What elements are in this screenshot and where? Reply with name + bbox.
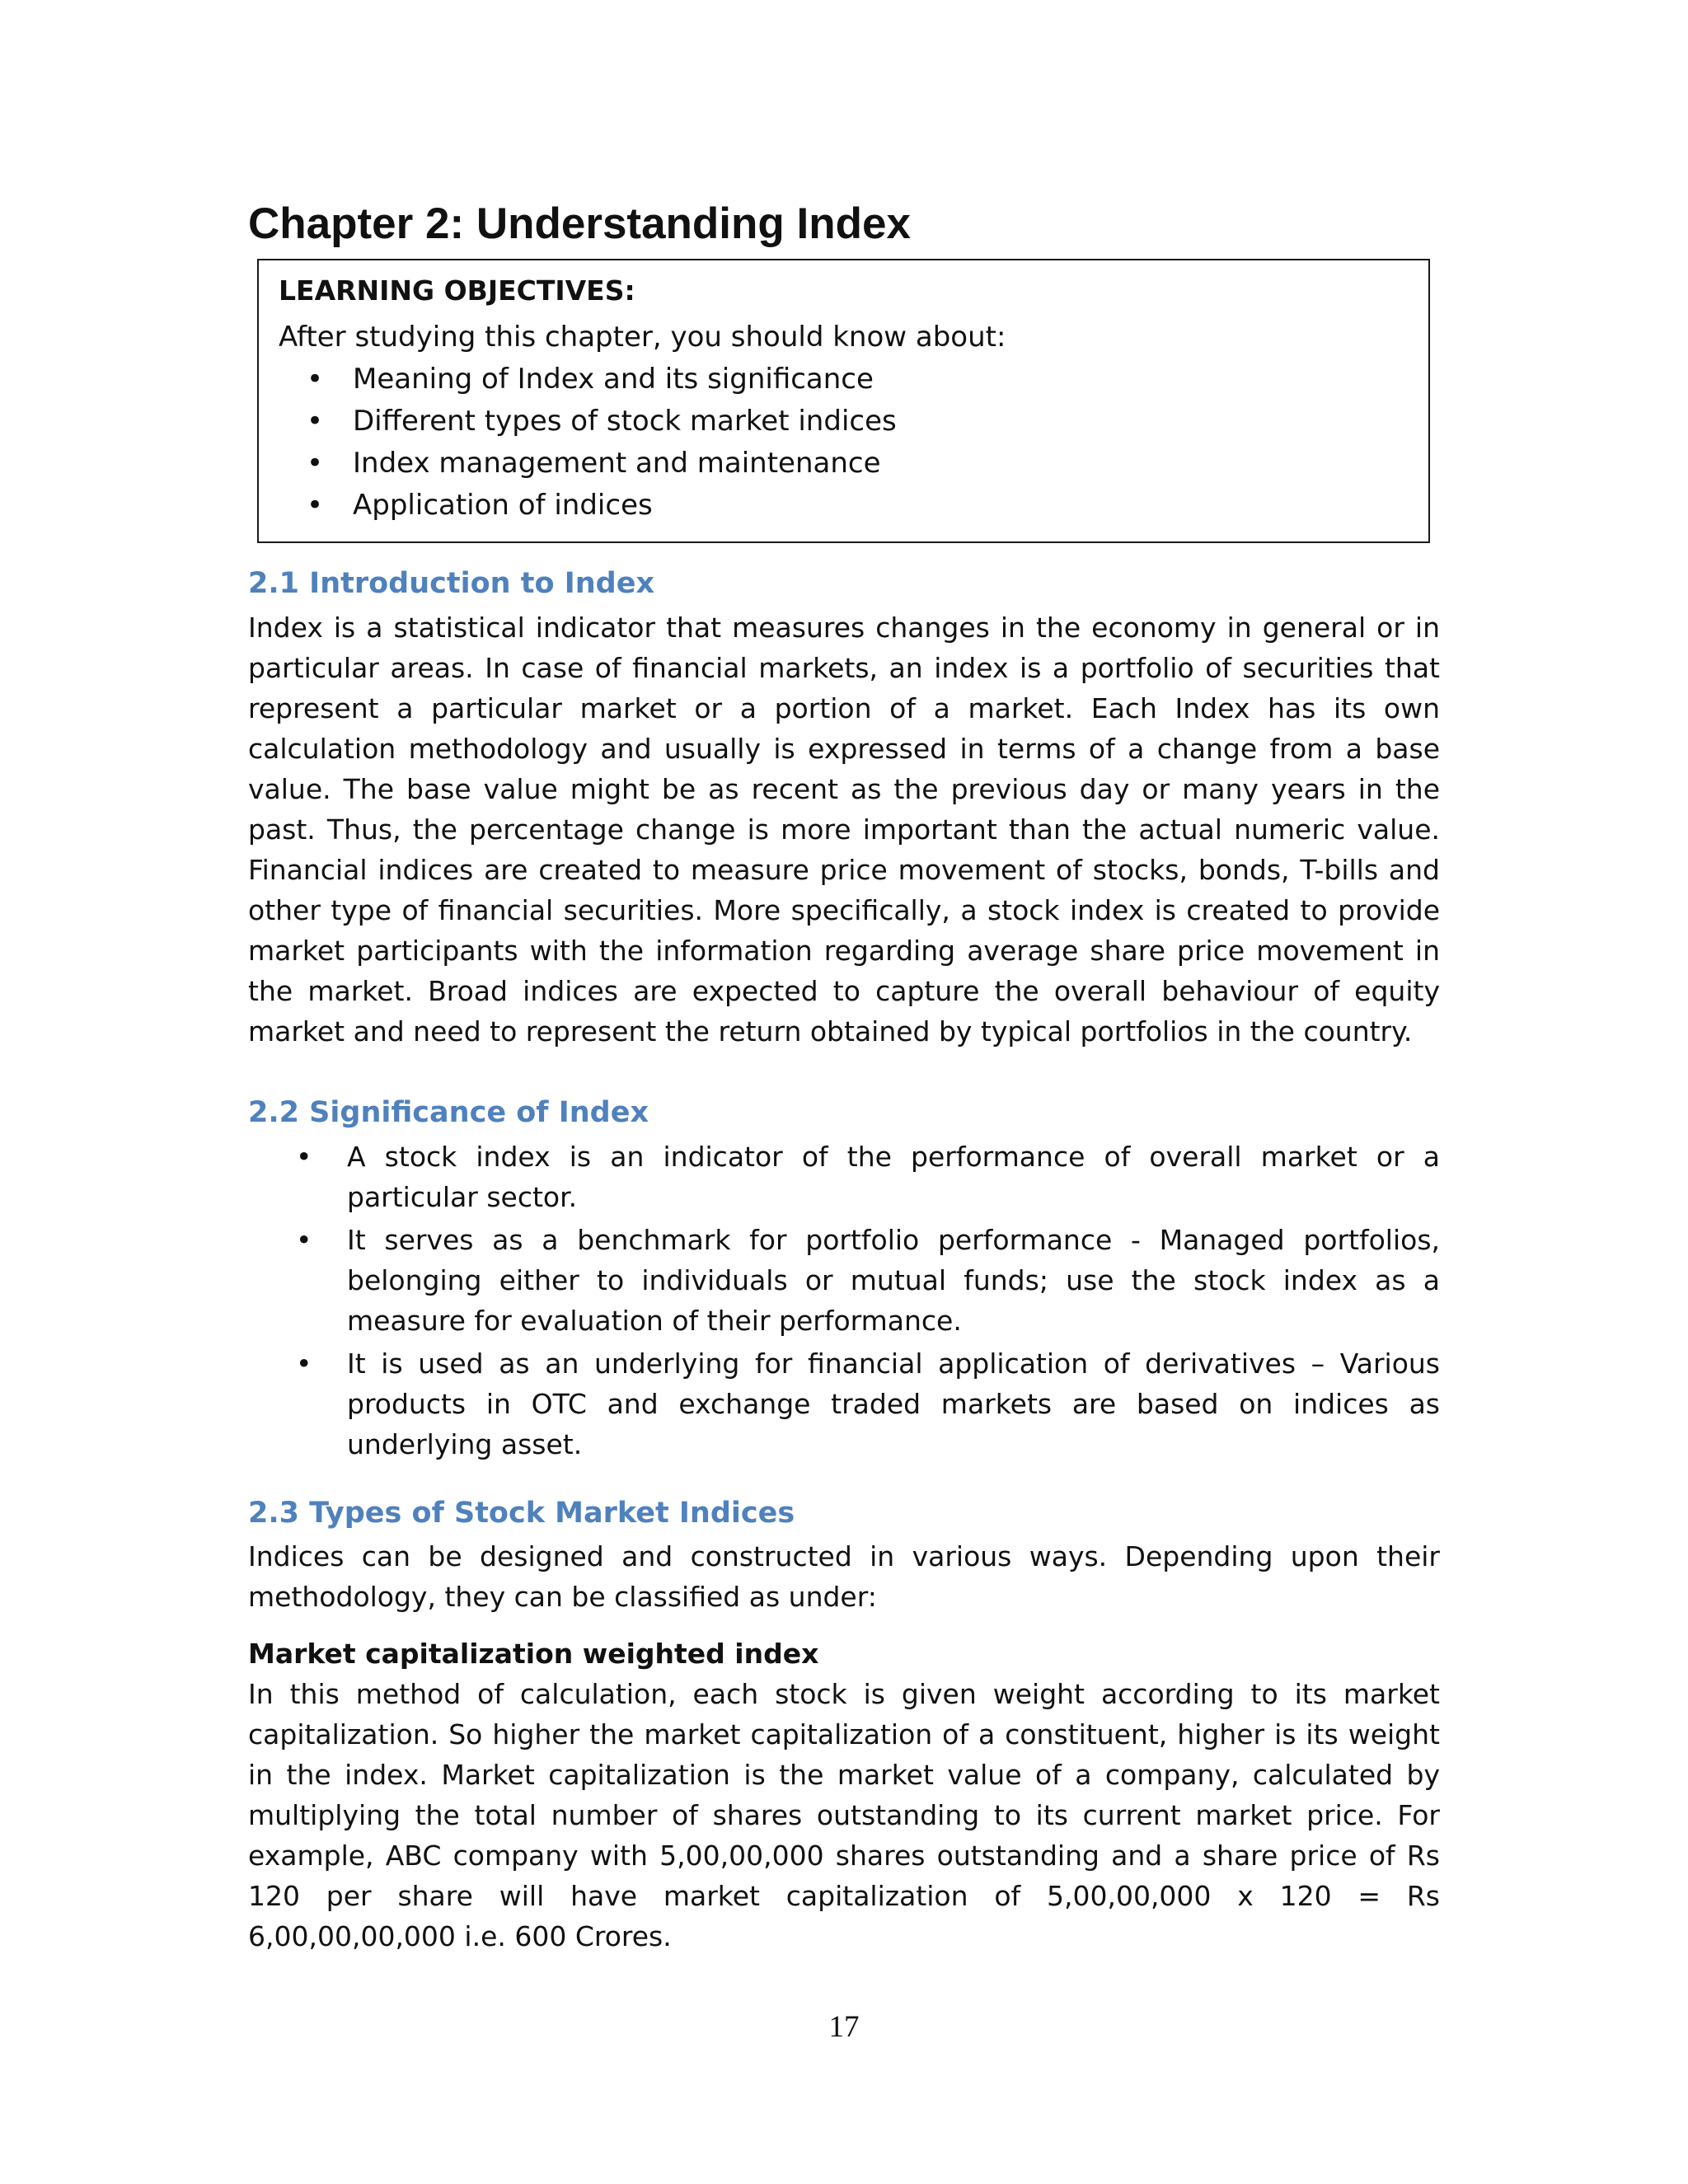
- market-cap-body: In this method of calculation, each stock is given weight according to its market capitalization. So higher the market capitalization of a constituent, higher is its weight in the index. Market capitalization is the market value of a company, calculated by multiplying the total number of shares outstanding to its current market price. For example, ABC company with 5,00,00,000 shares outstanding and a share price of Rs 120 per share will have market capitalization of 5,00,00,000 x 120 = Rs 6,00,00,00,000 i.e. 600 Crores.: [248, 1678, 1440, 1952]
- learning-objectives-heading: LEARNING OBJECTIVES:: [279, 274, 635, 307]
- section-heading-types: 2.3 Types of Stock Market Indices: [248, 1497, 795, 1530]
- section-types-intro: Indices can be designed and constructed in various ways. Depending upon their methodology, they can be classified as under:: [248, 1540, 1440, 1613]
- bullet-icon: •: [296, 1141, 312, 1173]
- list-item-text: It serves as a benchmark for portfolio performance - Managed portfolios, belonging either to individuals or mutual funds; use the stock index as a measure for evaluation of their performance.: [347, 1224, 1440, 1337]
- list-item: [307, 359, 1409, 401]
- list-item: [307, 401, 1409, 443]
- market-cap-subheading: Market capitalization weighted index: [248, 1638, 819, 1670]
- list-item: [248, 1220, 1440, 1341]
- section-heading-significance: 2.2 Significance of Index: [248, 1096, 649, 1129]
- bullet-icon: •: [307, 447, 324, 480]
- learning-objectives-box: [257, 259, 1430, 543]
- learning-objectives-intro: After studying this chapter, you should know about:: [279, 321, 1006, 354]
- list-item: [248, 1343, 1440, 1465]
- section-heading-introduction: 2.1 Introduction to Index: [248, 567, 655, 600]
- section-introduction-body: Index is a statistical indicator that measures changes in the economy in general or in particular areas. In case of financial markets, an index is a portfolio of securities that represent a particular market or a portion of a market. Each Index has its own calculation methodology and usually is expressed in terms of a change from a base value. The base value might be as recent as the previous day or many years in the past. Thus, the percentage change is more important than the actual numeric value. Financial indices are created to measure price movement of stocks, bonds, T-bills and other type of financial securities. More specifically, a stock index is created to provide market participants with the information regarding average share price movement in the market. Broad indices are expected to capture the overall behaviour of equity market and need to represent the return obtained by typical portfolios in the country.: [248, 612, 1440, 1047]
- learning-objectives-list: [279, 359, 1409, 527]
- list-item: [248, 1137, 1440, 1217]
- list-item: [307, 485, 1409, 527]
- page-number: 17: [828, 2010, 860, 2044]
- bullet-icon: •: [296, 1347, 312, 1380]
- list-item-text: A stock index is an indicator of the performance of overall market or a particular sector.: [347, 1141, 1440, 1213]
- list-item-text: Index management and maintenance: [353, 447, 881, 480]
- list-item-text: Application of indices: [353, 489, 653, 522]
- bullet-icon: •: [307, 489, 324, 522]
- list-item-text: Meaning of Index and its significance: [353, 363, 874, 396]
- bullet-icon: •: [307, 405, 324, 438]
- list-item-text: It is used as an underlying for financial application of derivatives – Various products in OTC and exchange traded markets are based on indices as underlying asset.: [347, 1347, 1440, 1460]
- significance-list: [248, 1137, 1440, 1467]
- list-item-text: Different types of stock market indices: [353, 405, 897, 438]
- bullet-icon: •: [296, 1224, 312, 1256]
- chapter-title: Chapter 2: Understanding Index: [248, 199, 911, 248]
- list-item: [307, 443, 1409, 485]
- bullet-icon: •: [307, 363, 324, 396]
